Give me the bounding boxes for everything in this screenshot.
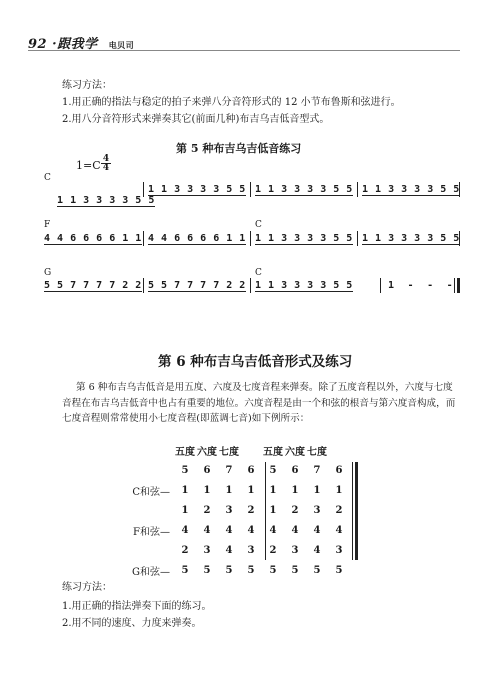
note-bottom: 1 [203, 484, 211, 496]
measure-2 [148, 184, 246, 195]
measure-4 [388, 280, 453, 291]
measure-2 [148, 233, 246, 244]
note-bottom: 4 [225, 524, 233, 536]
measure-3 [255, 184, 353, 195]
interval-example [120, 440, 350, 580]
note-top: 3 [335, 544, 343, 556]
note-top: 4 [313, 544, 321, 556]
note-bottom: 5 [291, 564, 299, 576]
note-bottom: 4 [203, 524, 211, 536]
table-row [120, 480, 350, 500]
barline [250, 182, 251, 197]
interval-header: 五度 [263, 446, 283, 458]
table-row [120, 540, 350, 560]
note-top: 2 [247, 504, 255, 516]
barline [250, 278, 251, 293]
page-number: 92 [28, 37, 48, 52]
final-barline-thick [457, 278, 460, 293]
time-top: 4 [102, 154, 110, 164]
note-bottom: 5 [225, 564, 233, 576]
measure: 1 - - - [388, 280, 454, 291]
measure: 1 1 3 3 3 3 5 5 [148, 184, 246, 195]
final-barline-thin [454, 278, 455, 293]
barline [143, 278, 144, 293]
note-bottom: 5 [335, 564, 343, 576]
note-top: 3 [291, 544, 299, 556]
measure: 5 5 7 7 7 7 2 2 [148, 280, 246, 291]
measure: 1 1 3 3 3 3 5 5 [362, 233, 460, 244]
book-subtitle: 电贝司 [108, 40, 135, 50]
table-row [120, 500, 350, 520]
note-top: 2 [203, 504, 211, 516]
notation-row-2 [44, 233, 142, 244]
note-bottom: 5 [313, 564, 321, 576]
note-top: 2 [335, 504, 343, 516]
time-signature [101, 155, 111, 172]
interval-table [120, 440, 350, 580]
notation-row-3 [44, 280, 142, 291]
chord-row-label: F和弦— [133, 526, 170, 538]
key-signature: 1=C [76, 159, 101, 172]
exercise-5-title: 第 5 种布吉乌吉低音练习 [176, 142, 302, 155]
measure-3 [255, 280, 353, 291]
interval-header: 六度 [197, 446, 217, 458]
note-top: 6 [335, 464, 343, 476]
practice-item-2: 2.用不同的速度、力度来弹奏。 [62, 618, 202, 629]
note-bottom: 1 [225, 484, 233, 496]
measure: 4 4 6 6 6 6 1 1 [44, 233, 142, 244]
practice-heading-1: 练习方法： [62, 80, 112, 91]
table-row [120, 560, 350, 580]
note-bottom: 5 [269, 564, 277, 576]
section-6-paragraph: 第 6 种布吉乌吉低音是用五度、六度及七度音程来弹奏。除了五度音程以外，六度与七度音程在布吉乌吉低音中也占有重要的地位。六度音程是由一个和弦的根音与第六度音构成，而七度音程则常常使用小七度音程(即蓝调七音)如下例所示： [62, 382, 456, 424]
barline [357, 231, 358, 246]
final-barline-thick [355, 462, 358, 560]
note-top: 5 [181, 464, 189, 476]
measure: 5 5 7 7 7 7 2 2 [44, 280, 142, 291]
measure: 1 1 3 3 3 3 5 5 [255, 184, 353, 195]
note-top: 1 [269, 504, 277, 516]
table-row [120, 460, 350, 480]
practice-item-2: 2.用八分音符形式来弹奏其它(前面几种)布吉乌吉低音型式。 [62, 114, 330, 125]
measure: 4 4 6 6 6 6 1 1 [148, 233, 246, 244]
chord-label: C [255, 220, 262, 230]
measure-4 [362, 233, 460, 244]
note-bottom: 1 [313, 484, 321, 496]
note-bottom: 4 [247, 524, 255, 536]
note-top: 7 [313, 464, 321, 476]
section-6-title: 第 6 种布吉乌吉低音形式及练习 [158, 354, 353, 370]
note-bottom: 4 [269, 524, 277, 536]
note-bottom: 1 [247, 484, 255, 496]
note-top: 6 [291, 464, 299, 476]
interval-header: 七度 [219, 446, 239, 458]
note-top: 3 [225, 504, 233, 516]
note-top: 3 [247, 544, 255, 556]
practice-heading-2: 练习方法： [62, 582, 112, 593]
barline [357, 182, 358, 197]
note-top: 7 [225, 464, 233, 476]
note-top: 4 [225, 544, 233, 556]
note-top: 6 [247, 464, 255, 476]
note-bottom: 5 [181, 564, 189, 576]
note-bottom: 1 [269, 484, 277, 496]
note-bottom: 5 [203, 564, 211, 576]
note-top: 1 [181, 504, 189, 516]
chord-row-label: C和弦— [132, 486, 170, 498]
interval-header: 五度 [175, 446, 195, 458]
note-top: 2 [291, 504, 299, 516]
barline [265, 462, 266, 560]
barline [250, 231, 251, 246]
measure-3 [255, 233, 353, 244]
header-divider [28, 50, 460, 51]
interval-header: 六度 [285, 446, 305, 458]
table-row [120, 520, 350, 540]
measure: 1 1 3 3 3 3 5 5 [255, 233, 353, 244]
chord-label: G [44, 268, 52, 278]
barline [459, 231, 460, 246]
measure-2 [148, 280, 246, 291]
measure-4 [362, 184, 460, 195]
note-bottom: 4 [181, 524, 189, 536]
measure: 1 1 3 3 3 3 5 5 [255, 280, 353, 291]
chord-label: C [255, 268, 262, 278]
note-bottom: 5 [247, 564, 255, 576]
note-top: 2 [269, 544, 277, 556]
note-bottom: 1 [335, 484, 343, 496]
interval-header-row [120, 440, 350, 460]
barline [380, 278, 381, 293]
measure: 1 1 3 3 3 3 5 5 [57, 195, 155, 206]
note-bottom: 1 [291, 484, 299, 496]
measure: 1 1 3 3 3 3 5 5 [362, 184, 460, 195]
book-title: ·跟我学 [52, 37, 98, 52]
interval-header: 七度 [307, 446, 327, 458]
note-bottom: 1 [181, 484, 189, 496]
note-bottom: 4 [335, 524, 343, 536]
final-barline-thin [352, 462, 353, 560]
note-top: 5 [269, 464, 277, 476]
note-top: 3 [203, 544, 211, 556]
note-bottom: 4 [313, 524, 321, 536]
notation-row-1 [44, 184, 155, 206]
practice-item-1: 1.用正确的指法与稳定的拍子来弹八分音符形式的 12 小节布鲁斯和弦进行。 [62, 97, 401, 108]
barline [143, 231, 144, 246]
chord-row-label: G和弦— [132, 566, 170, 578]
chord-label: C [44, 173, 51, 183]
barline [459, 182, 460, 197]
note-top: 2 [181, 544, 189, 556]
note-top: 3 [313, 504, 321, 516]
barline [143, 182, 144, 197]
note-top: 6 [203, 464, 211, 476]
time-bottom: 4 [102, 163, 110, 173]
practice-item-1: 1.用正确的指法弹奏下面的练习。 [62, 601, 212, 612]
note-bottom: 4 [291, 524, 299, 536]
chord-label: F [44, 220, 51, 230]
